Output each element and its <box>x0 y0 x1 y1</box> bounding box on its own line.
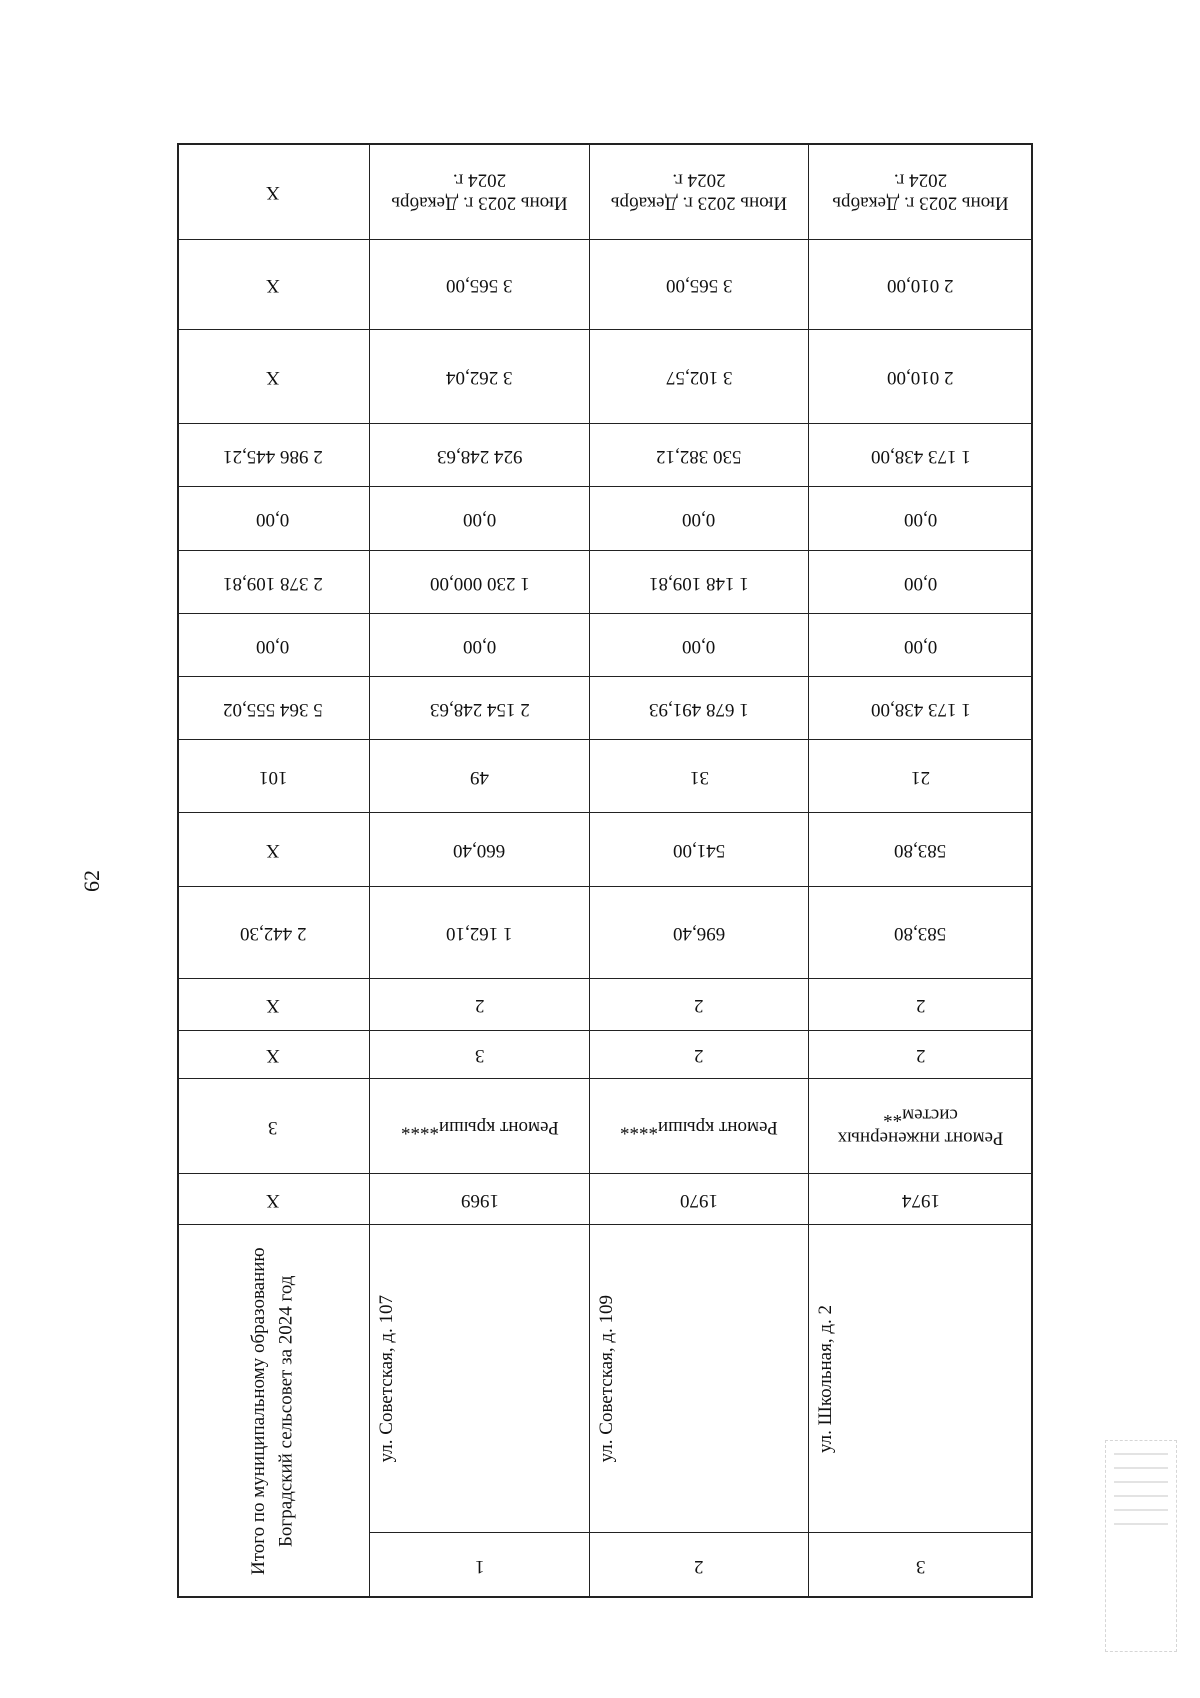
total-c6: X <box>266 994 280 1016</box>
row-1-c15: 3 262,04 <box>446 366 513 388</box>
repair-plan-table <box>177 143 1033 1598</box>
cell-row-3-c11 <box>809 614 1033 677</box>
cell-row-2-period <box>590 143 809 240</box>
cell-total-label <box>177 1225 370 1598</box>
cell-total-c11 <box>177 614 370 677</box>
total-c15: X <box>266 366 280 388</box>
row-1-c12: 1 230 000,00 <box>429 572 530 594</box>
cell-row-2-c12 <box>590 551 809 614</box>
cell-row-2-c13 <box>590 487 809 551</box>
cell-row-1-c8 <box>370 813 590 887</box>
row-3-year: 1974 <box>901 1189 940 1211</box>
row-3-c14: 1 173 438,00 <box>870 445 971 467</box>
cell-row-1-c15 <box>370 330 590 424</box>
row-2-c10: 1 678 491,93 <box>649 698 749 720</box>
row-2-work: Ремонт крыши**** <box>620 1116 778 1138</box>
cell-row-2-c14 <box>590 424 809 487</box>
cell-row-3-c12 <box>809 551 1033 614</box>
cell-row-2-c15 <box>590 330 809 424</box>
cell-total-c16 <box>177 240 370 330</box>
cell-row-1-c9 <box>370 740 590 813</box>
cell-total-work <box>177 1079 370 1174</box>
row-1-c8: 660,40 <box>453 839 506 861</box>
cell-row-2-num <box>590 1533 809 1598</box>
row-2-c6: 2 <box>694 994 704 1016</box>
row-3-num: 3 <box>915 1555 926 1577</box>
cell-row-2-work <box>590 1079 809 1174</box>
row-2-c16: 3 565,00 <box>665 274 733 296</box>
cell-total-c12 <box>177 551 370 614</box>
cell-row-3-address <box>809 1225 1033 1533</box>
cell-row-3-c13 <box>809 487 1033 551</box>
total-label: Итого по муниципальному образованию Боградский сельсовет за 2024 год <box>248 1247 297 1575</box>
cell-total-c7 <box>177 887 370 979</box>
row-2-c15: 3 102,57 <box>665 366 733 388</box>
cell-row-2-c9 <box>590 740 809 813</box>
row-3-c15: 2 010,00 <box>887 366 954 388</box>
total-c14: 2 986 445,21 <box>223 445 323 467</box>
cell-row-3-c14 <box>809 424 1033 487</box>
cell-row-3-c16 <box>809 240 1033 330</box>
total-c5: X <box>266 1044 280 1066</box>
total-c13: 0,00 <box>256 508 290 530</box>
cell-row-1-c5 <box>370 1031 590 1079</box>
cell-row-1-c7 <box>370 887 590 979</box>
cell-row-3-c15 <box>809 330 1033 424</box>
row-1-c14: 924 248,63 <box>436 445 523 467</box>
cell-total-c5 <box>177 1031 370 1079</box>
row-3-c6: 2 <box>915 994 926 1016</box>
total-c8: X <box>266 839 280 861</box>
row-1-c16: 3 565,00 <box>446 274 513 296</box>
cell-row-2-c5 <box>590 1031 809 1079</box>
row-3-period: Июнь 2023 г. Декабрь 2024 г. <box>832 170 1009 214</box>
cell-row-1-c6 <box>370 979 590 1031</box>
total-c10: 5 364 555,02 <box>223 698 323 720</box>
cell-row-3-c5 <box>809 1031 1033 1079</box>
row-1-c13: 0,00 <box>462 508 497 530</box>
cell-row-3-year <box>809 1174 1033 1225</box>
row-1-c7: 1 162,10 <box>446 922 513 944</box>
cell-row-1-c16 <box>370 240 590 330</box>
cell-row-2-c10 <box>590 677 809 740</box>
cell-row-1-c10 <box>370 677 590 740</box>
total-c7: 2 442,30 <box>239 922 307 944</box>
cell-row-3-num <box>809 1533 1033 1598</box>
row-1-c6: 2 <box>474 994 485 1016</box>
total-c11: 0,00 <box>256 635 290 657</box>
row-1-c5: 3 <box>474 1044 485 1066</box>
cell-row-2-c11 <box>590 614 809 677</box>
row-2-c11: 0,00 <box>682 635 716 657</box>
row-2-c7: 696,40 <box>672 922 726 944</box>
cell-row-1-period <box>370 143 590 240</box>
cell-row-1-num <box>370 1533 590 1598</box>
cell-total-c14 <box>177 424 370 487</box>
row-1-c11: 0,00 <box>462 635 497 657</box>
row-2-c13: 0,00 <box>682 508 716 530</box>
cell-row-1-c13 <box>370 487 590 551</box>
row-1-period: Июнь 2023 г. Декабрь 2024 г. <box>391 170 568 214</box>
cell-row-2-c16 <box>590 240 809 330</box>
row-1-year: 1969 <box>460 1189 499 1211</box>
row-3-c16: 2 010,00 <box>887 274 954 296</box>
row-2-c5: 2 <box>694 1044 704 1066</box>
cell-row-1-c14 <box>370 424 590 487</box>
row-1-num: 1 <box>474 1555 485 1577</box>
row-3-c5: 2 <box>915 1044 926 1066</box>
total-period: X <box>266 181 280 203</box>
cell-row-3-c9 <box>809 740 1033 813</box>
total-year: X <box>266 1189 280 1211</box>
cell-total-c8 <box>177 813 370 887</box>
cell-row-1-c12 <box>370 551 590 614</box>
cell-total-period <box>177 143 370 240</box>
cell-total-c15 <box>177 330 370 424</box>
page-number: 62 <box>79 870 104 892</box>
row-3-c12: 0,00 <box>903 572 938 594</box>
row-2-c12: 1 148 109,81 <box>649 572 749 594</box>
row-3-c11: 0,00 <box>903 635 938 657</box>
total-c9: 101 <box>258 766 288 788</box>
total-c12: 2 378 109,81 <box>223 572 323 594</box>
row-2-c9: 31 <box>689 766 709 788</box>
cell-row-3-c6 <box>809 979 1033 1031</box>
row-2-c8: 541,00 <box>672 839 726 861</box>
cell-total-c10 <box>177 677 370 740</box>
cell-row-1-c11 <box>370 614 590 677</box>
faint-stamp <box>1105 1440 1177 1652</box>
cell-row-3-c7 <box>809 887 1033 979</box>
cell-row-2-address <box>590 1225 809 1533</box>
row-2-year: 1970 <box>680 1189 718 1211</box>
cell-row-2-year <box>590 1174 809 1225</box>
cell-row-2-c6 <box>590 979 809 1031</box>
cell-row-3-period <box>809 143 1033 240</box>
row-1-c10: 2 154 248,63 <box>429 698 530 720</box>
cell-row-1-work <box>370 1079 590 1174</box>
cell-total-c9 <box>177 740 370 813</box>
total-work: 3 <box>268 1116 278 1138</box>
row-2-period: Июнь 2023 г. Декабрь 2024 г. <box>610 170 788 214</box>
row-2-c14: 530 382,12 <box>656 445 742 467</box>
row-1-c9: 49 <box>470 766 489 788</box>
row-1-work: Ремонт крыши**** <box>400 1116 559 1138</box>
row-3-c13: 0,00 <box>903 508 938 530</box>
cell-row-2-c8 <box>590 813 809 887</box>
cell-row-3-work <box>809 1079 1033 1174</box>
cell-total-year <box>177 1174 370 1225</box>
row-2-address: ул. Советская, д. 109 <box>596 1294 617 1463</box>
cell-total-c6 <box>177 979 370 1031</box>
row-3-c7: 583,80 <box>894 922 947 944</box>
row-3-c10: 1 173 438,00 <box>870 698 971 720</box>
row-3-work: Ремонт инженерных систем** <box>837 1105 1004 1149</box>
cell-row-3-c10 <box>809 677 1033 740</box>
cell-total-c13 <box>177 487 370 551</box>
cell-row-1-address <box>370 1225 590 1533</box>
row-3-address: ул. Школьная, д. 2 <box>815 1304 836 1453</box>
cell-row-3-c8 <box>809 813 1033 887</box>
row-1-address: ул. Советская, д. 107 <box>376 1294 397 1463</box>
row-3-c9: 21 <box>911 766 930 788</box>
total-c16: X <box>266 274 280 296</box>
row-3-c8: 583,80 <box>894 839 947 861</box>
row-2-num: 2 <box>694 1555 704 1577</box>
cell-row-2-c7 <box>590 887 809 979</box>
cell-row-1-year <box>370 1174 590 1225</box>
